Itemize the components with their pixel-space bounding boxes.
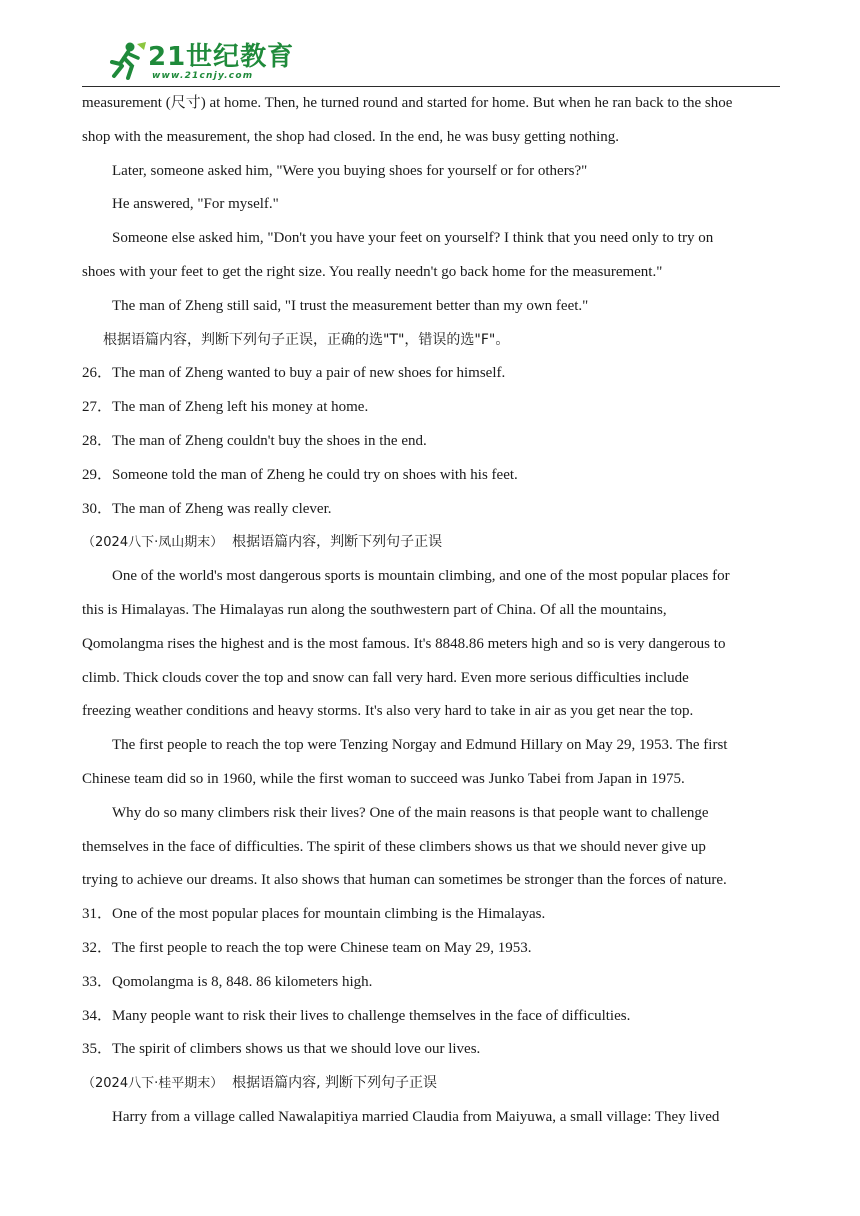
passage1-line: shop with the measurement, the shop had closed. In the end, he was busy getting nothing. [82,128,619,145]
passage1-line: measurement (尺寸) at home. Then, he turned round and started for home. But when he ran back to the shoe [82,95,733,111]
section-source: （2024八下·凤山期末） [82,535,224,551]
passage2-line: themselves in the face of difficulties. The spirit of these climbers shows us that we should never give up [82,838,706,855]
question-text: Qomolangma is 8, 848. 86 kilometers high. [112,973,373,990]
question-text: Someone told the man of Zheng he could try on shoes with his feet. [112,466,518,483]
question-number: 33． [82,973,113,990]
document-body [82,87,782,1135]
passage2-line: Why do so many climbers risk their lives? One of the main reasons is that people want to challenge [112,804,709,821]
runner-logo-icon [104,40,148,84]
question-31 [82,898,782,932]
question-text: The man of Zheng couldn't buy the shoes in the end. [112,432,427,449]
question-number: 31． [82,906,113,923]
question-number: 34． [82,1007,113,1024]
passage2-line: Chinese team did so in 1960, while the first woman to succeed was Junko Tabei from Japan in 1975. [82,770,685,787]
question-number: 26． [82,365,113,382]
logo-text: 21世纪教育 [148,42,295,72]
question-28 [82,425,782,459]
question-number: 28． [82,432,113,449]
question-text: The man of Zheng wanted to buy a pair of new shoes for himself. [112,365,506,382]
passage2-line: One of the world's most dangerous sports is mountain climbing, and one of the most popular places for [112,568,730,585]
question-text: Many people want to risk their lives to challenge themselves in the face of difficulties. [112,1007,631,1024]
passage1-paragraph: Someone else asked him, "Don't you have your feet on yourself? I think that you need only to try on [112,230,714,247]
question-34 [82,1000,782,1034]
section-title: 根据语篇内容, 判断下列句子正误 [232,1075,438,1092]
question-32 [82,932,782,966]
question-number: 30． [82,500,113,517]
section-title: 根据语篇内容，判断下列句子正误 [232,534,443,551]
question-number: 35． [82,1041,113,1058]
page-header [82,38,780,87]
question-33 [82,966,782,1000]
logo [104,40,295,84]
question-number: 27． [82,399,113,416]
passage2-line: freezing weather conditions and heavy storms. It's also very hard to take in air as you get near the top. [82,703,694,720]
question-29 [82,459,782,493]
passage2-line: The first people to reach the top were Tenzing Norgay and Edmund Hillary on May 29, 1953. The first [112,737,728,754]
passage2-line: climb. Thick clouds cover the top and snow can fall very hard. Even more serious difficulties include [82,669,689,686]
question-text: The first people to reach the top were Chinese team on May 29, 1953. [112,939,532,956]
question-30 [82,493,782,527]
passage2-line: trying to achieve our dreams. It also shows that human can sometimes be stronger than the forces of nature. [82,872,727,889]
question-number: 29． [82,466,113,483]
instruction: 根据语篇内容，判断下列句子正误，正确的选"T"，错误的选"F"。 [103,331,510,348]
question-27 [82,391,782,425]
passage1-paragraph: The man of Zheng still said, "I trust the measurement better than my own feet." [112,297,589,314]
section-source: （2024八下·桂平期末） [82,1076,224,1092]
question-26 [82,357,782,391]
passage1-paragraph: He answered, "For myself." [112,196,279,213]
passage2-line: this is Himalayas. The Himalayas run along the southwestern part of China. Of all the mountains, [82,601,667,618]
passage1-paragraph: Later, someone asked him, "Were you buying shoes for yourself or for others?" [112,162,588,179]
logo-url: www.21cnjy.com [152,71,254,81]
passage2-line: Qomolangma rises the highest and is the most famous. It's 8848.86 meters high and so is very dangerous to [82,635,726,652]
question-text: The man of Zheng left his money at home. [112,399,369,416]
section-heading [82,1067,782,1101]
passage3-line: Harry from a village called Nawalapitiya married Claudia from Maiyuwa, a small village: They lived [112,1108,720,1125]
question-text: One of the most popular places for mountain climbing is the Himalayas. [112,906,546,923]
question-35 [82,1033,782,1067]
question-text: The spirit of climbers shows us that we should love our lives. [112,1041,481,1058]
section-heading [82,526,782,560]
question-number: 32． [82,939,113,956]
passage1-line: shoes with your feet to get the right size. You really needn't go back home for the measurement." [82,263,663,280]
question-text: The man of Zheng was really clever. [112,500,332,517]
